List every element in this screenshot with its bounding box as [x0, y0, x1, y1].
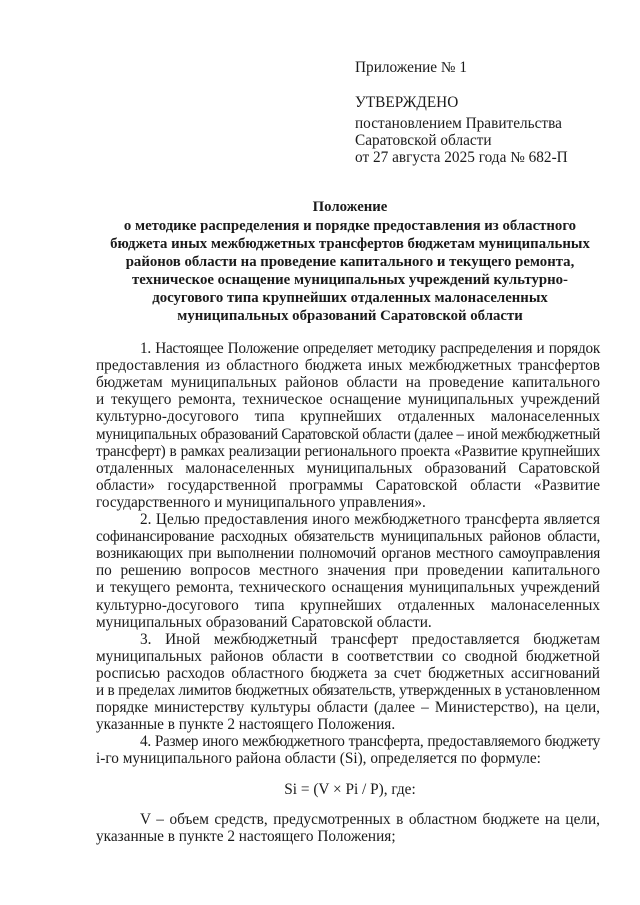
paragraph-line: предоставления из областного бюджета иных межбюджетных трансфертов: [96, 357, 600, 375]
appendix-label: Приложение № 1: [355, 59, 467, 76]
paragraph-line: росписью расходов областного бюджета за счет бюджетных ассигнований: [96, 664, 600, 682]
document-title: Положение: [312, 199, 388, 215]
title-line: муниципальных образований Саратовской области: [177, 308, 523, 324]
approval-line: постановлением Правительства: [355, 115, 562, 132]
paragraph-line: государственного и муниципального управления».: [96, 493, 426, 511]
title-line: районов области на проведение капитального и текущего ремонта,: [125, 254, 575, 270]
paragraph-line: возникающих при выполнении полномочий органов местного самоуправления: [96, 545, 600, 563]
paragraph-line: порядке министерству культуры области (далее – Министерство), на цели,: [96, 699, 600, 717]
paragraph-line: муниципальных образований Саратовской области.: [96, 613, 432, 631]
paragraph-line: муниципальных образований Саратовской области (далее – иной межбюджетный: [96, 425, 601, 443]
paragraph-line: культурно-досугового типа крупнейших отдаленных малонаселенных: [96, 408, 600, 426]
paragraph-line: указанные в пункте 2 настоящего Положения.: [96, 716, 396, 734]
title-line: о методике распределения и порядке предоставления из областного: [123, 218, 577, 234]
paragraph-line: муниципальных районов области в соответствии со сводной бюджетной: [96, 647, 600, 665]
approval-line: от 27 августа 2025 года № 682-П: [355, 149, 568, 166]
paragraph-line: и текущего ремонта, технического оснащения муниципальных учреждений: [96, 579, 600, 597]
formula: Si = (V × Pi / P), где:: [284, 780, 416, 798]
paragraph-line: 3. Иной межбюджетный трансферт предоставляется бюджетам: [140, 630, 600, 648]
definition-line: V – объем средств, предусмотренных в областном бюджете на цели,: [140, 810, 600, 828]
paragraph-line: 2. Целью предоставления иного межбюджетного трансферта является: [140, 511, 600, 528]
paragraph-line: трансферт) в рамках реализации регионального проекта «Развитие крупнейших: [96, 442, 600, 460]
paragraph-line: i-го муниципального района области (Si), определяется по формуле:: [96, 750, 541, 768]
paragraph-line: бюджетам муниципальных районов области на проведение капитального: [96, 374, 600, 392]
paragraph-line: культурно-досугового типа крупнейших отдаленных малонаселенных: [96, 596, 600, 614]
title-line: техническое оснащение муниципальных учреждений культурно-: [132, 272, 568, 288]
paragraph-line: области» государственной программы Саратовской области «Развитие: [96, 476, 600, 494]
approval-line: Саратовской области: [355, 132, 492, 149]
paragraph-line: по решению вопросов местного значения при проведении капитального: [96, 562, 600, 580]
paragraph-line: 4. Размер иного межбюджетного трансферта, предоставляемого бюджету: [140, 733, 600, 751]
paragraph-line: 1. Настоящее Положение определяет методику распределения и порядок: [140, 340, 600, 357]
title-line: досугового типа крупнейших отдаленных малонаселенных: [152, 290, 548, 306]
paragraph-line: и в пределах лимитов бюджетных обязательств, утвержденных в установленном: [96, 682, 600, 699]
paragraph-line: софинансирование расходных обязательств муниципальных районов области,: [96, 528, 600, 546]
paragraph-line: и текущего ремонта, техническое оснащение муниципальных учреждений: [96, 391, 600, 409]
definition-line: указанные в пункте 2 настоящего Положения;: [96, 827, 396, 845]
title-line: бюджета иных межбюджетных трансфертов бюджетам муниципальных: [110, 236, 590, 252]
approved-stamp: УТВЕРЖДЕНО: [355, 94, 459, 111]
paragraph-line: отдаленных малонаселенных муниципальных образований Саратовской: [96, 459, 600, 477]
